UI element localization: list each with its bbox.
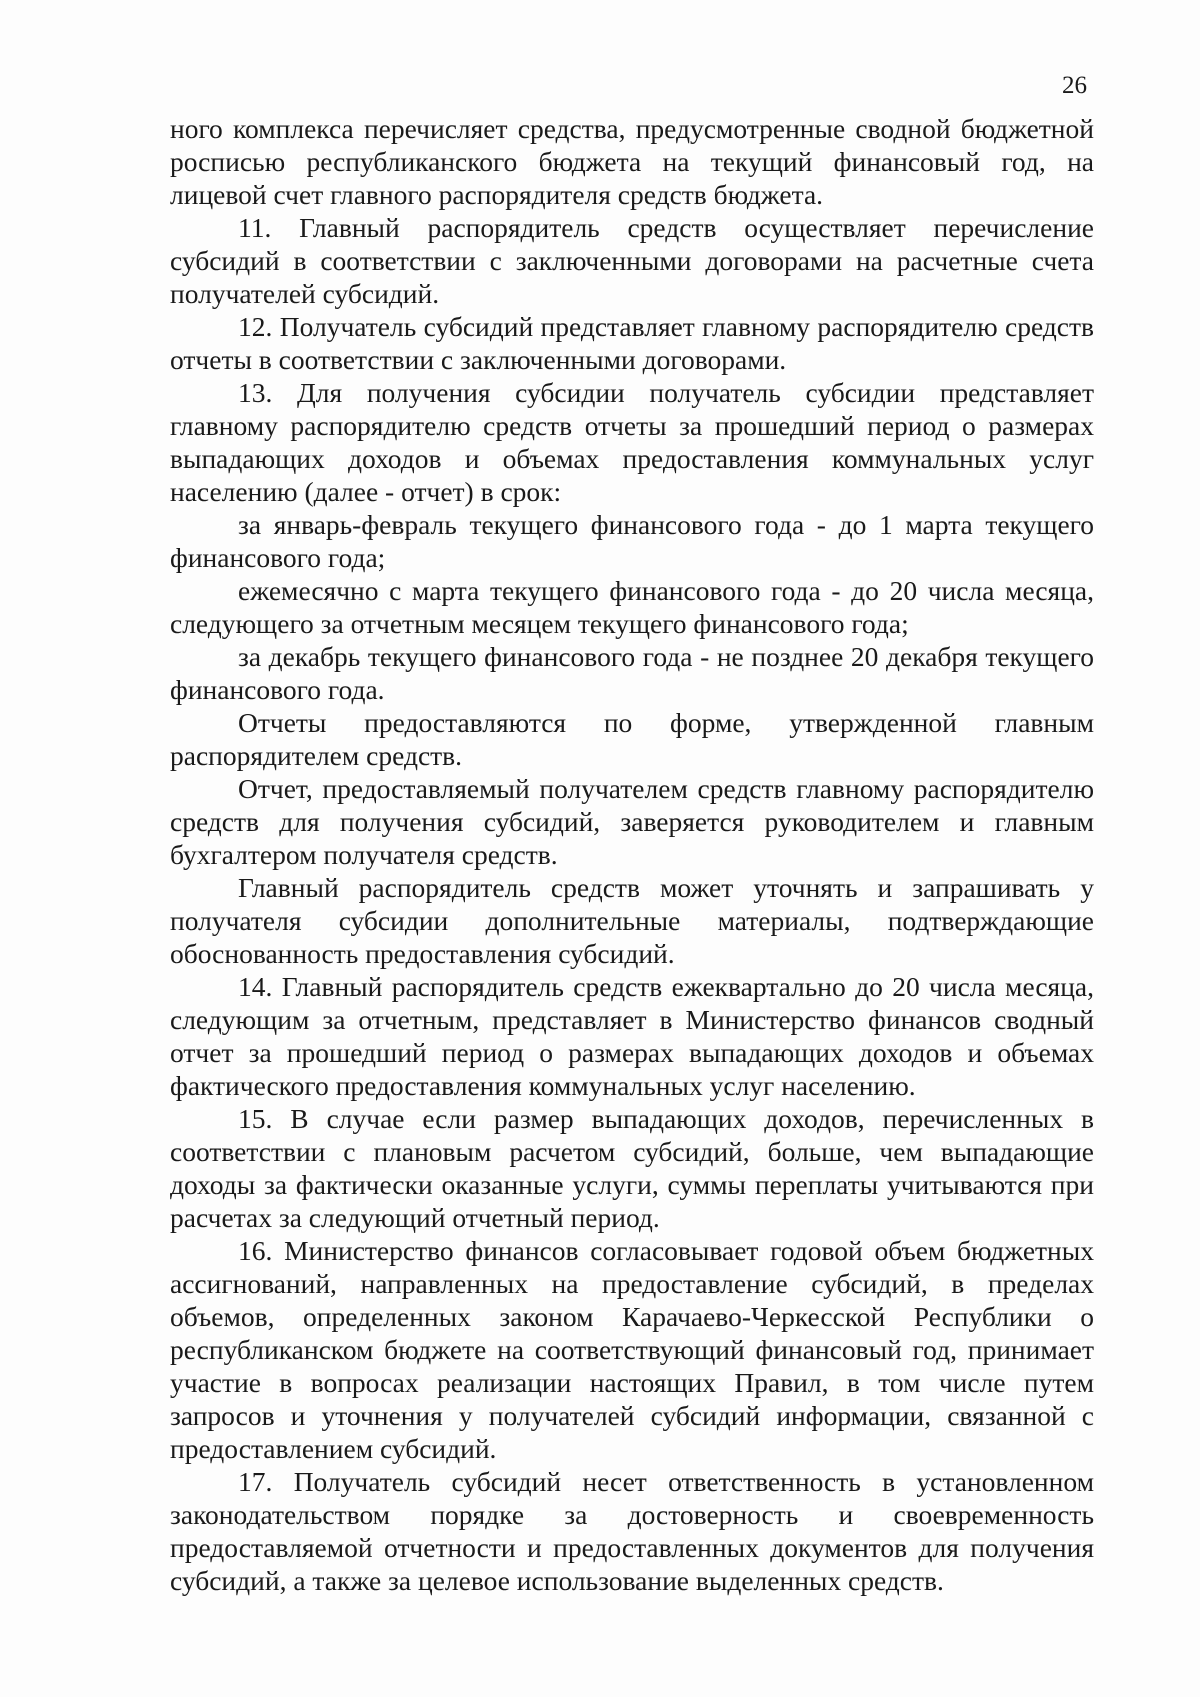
paragraph-item-11: 11. Главный распорядитель средств осуществляет перечисление субсидий в соответствии с заключенными договорами на расчетные счета получателей субсидий.: [170, 212, 1094, 309]
document-body: [170, 112, 1094, 1597]
paragraph-item-16: 16. Министерство финансов согласовывает годовой объем бюджетных ассигнований, направленных на предоставление субсидий, в пределах объемов, определенных законом Карачаево-Черкесской Республики о республиканском бюджете на соответствующий финансовый год, принимает участие в вопросах реализации настоящих Правил, в том числе путем запросов и уточнения у получателей субсидий информации, связанной с предоставлением субсидий.: [170, 1235, 1094, 1464]
paragraph-item-15: 15. В случае если размер выпадающих доходов, перечисленных в соответствии с плановым расчетом субсидий, больше, чем выпадающие доходы за фактически оказанные услуги, суммы переплаты учитываются при расчетах за следующий отчетный период.: [170, 1103, 1094, 1233]
paragraph-item-17: 17. Получатель субсидий несет ответственность в установленном законодательством порядке за достоверность и своевременность предоставляемой отчетности и предоставленных документов для получения субсидий, а также за целевое использование выделенных средств.: [170, 1466, 1094, 1596]
paragraph-deadline-december: за декабрь текущего финансового года - не позднее 20 декабря текущего финансового года.: [170, 641, 1094, 705]
paragraph-report-form: Отчеты предоставляются по форме, утвержденной главным распорядителем средств.: [170, 707, 1094, 771]
paragraph-item-12: 12. Получатель субсидий представляет главному распорядителю средств отчеты в соответствии с заключенными договорами.: [170, 311, 1094, 375]
paragraph-continuation: ного комплекса перечисляет средства, предусмотренные сводной бюджетной росписью республиканского бюджета на текущий финансовый год, на лицевой счет главного распорядителя средств бюджета.: [170, 113, 1094, 210]
paragraph-item-14: 14. Главный распорядитель средств ежеквартально до 20 числа месяца, следующим за отчетным, представляет в Министерство финансов сводный отчет за прошедший период о размерах выпадающих доходов и объемах фактического предоставления коммунальных услуг населению.: [170, 971, 1094, 1101]
page-number: 26: [1062, 72, 1087, 99]
paragraph-item-13: 13. Для получения субсидии получатель субсидии представляет главному распорядителю средств отчеты за прошедший период о размерах выпадающих доходов и объемах предоставления коммунальных услуг населению (далее - отчет) в срок:: [170, 377, 1094, 507]
paragraph-deadline-monthly: ежемесячно с марта текущего финансового года - до 20 числа месяца, следующего за отчетным месяцем текущего финансового года;: [170, 575, 1094, 639]
paragraph-report-certification: Отчет, предоставляемый получателем средств главному распорядителю средств для получения субсидий, заверяется руководителем и главным бухгалтером получателя средств.: [170, 773, 1094, 870]
paragraph-additional-materials: Главный распорядитель средств может уточнять и запрашивать у получателя субсидии дополнительные материалы, подтверждающие обоснованность предоставления субсидий.: [170, 872, 1094, 969]
paragraph-deadline-jan-feb: за январь-февраль текущего финансового года - до 1 марта текущего финансового года;: [170, 509, 1094, 573]
